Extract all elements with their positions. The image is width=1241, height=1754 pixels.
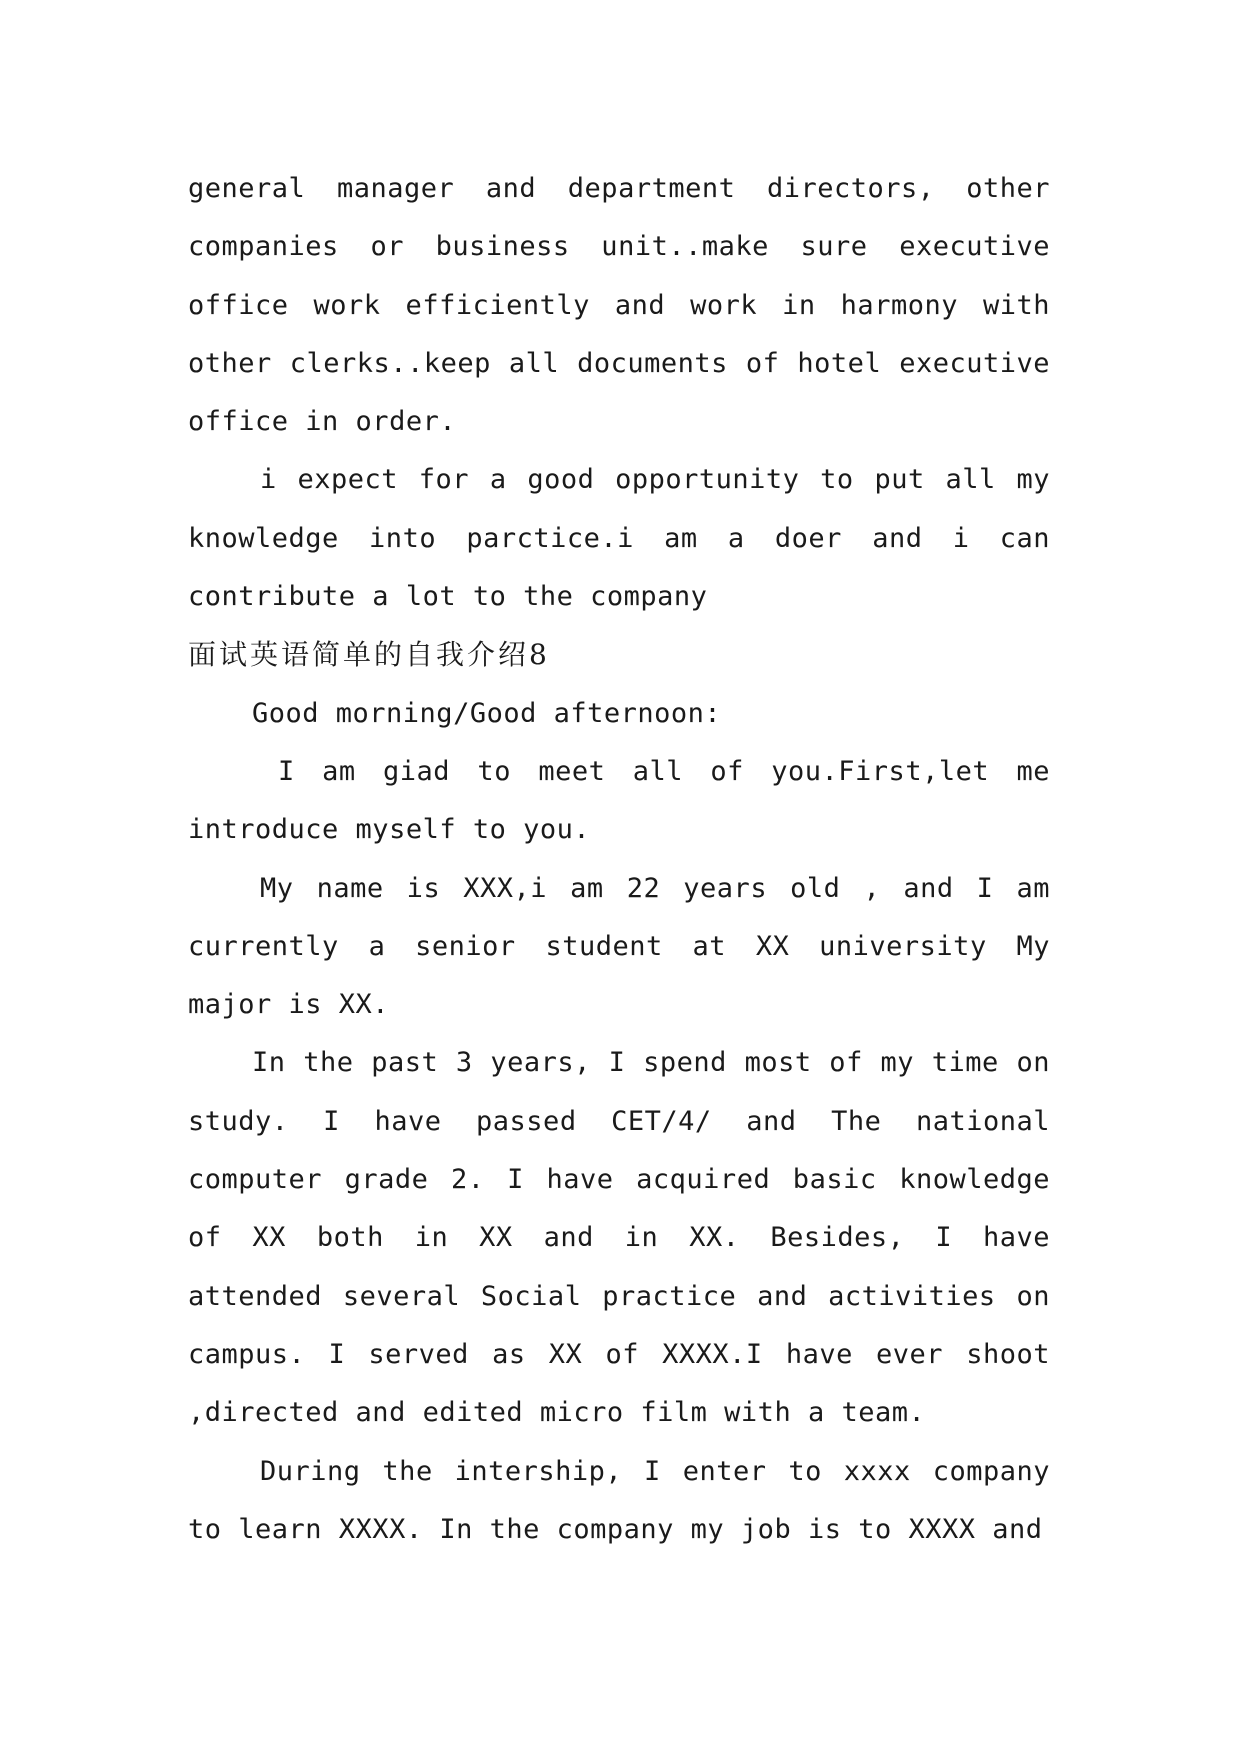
document-page	[188, 160, 1050, 1559]
paragraph-past: In the past 3 years, I spend most of my time on study. I have passed CET/4/ and The national computer grade 2. I have acquired basic knowledge of XX both in XX and in XX. Besides, I have attended several Social practice and activities on campus. I served as XX of XXXX.I have ever shoot ,directed and edited micro film with a team.	[188, 1047, 1050, 1429]
paragraph-glad: I am giad to meet all of you.First,let me introduce myself to you.	[188, 755, 1050, 846]
paragraph-intership: During the intership, I enter to xxxx company to learn XXXX. In the company my job is to XXXX and	[188, 1455, 1050, 1545]
paragraph-name: My name is XXX,i am 22 years old , and I am currently a senior student at XX university My major is XX.	[188, 872, 1050, 1021]
section-heading: 面试英语简单的自我介绍8	[188, 638, 550, 672]
paragraph-expect: i expect for a good opportunity to put all my knowledge into parctice.i am a doer and i can contribute a lot to the company	[188, 464, 1050, 613]
paragraph-continuation: general manager and department directors, other companies or business unit..make sure executive office work efficiently and work in harmony with other clerks..keep all documents of hotel executive office in order.	[188, 173, 1050, 438]
paragraph-greeting: Good morning/Good afternoon:	[252, 697, 722, 729]
